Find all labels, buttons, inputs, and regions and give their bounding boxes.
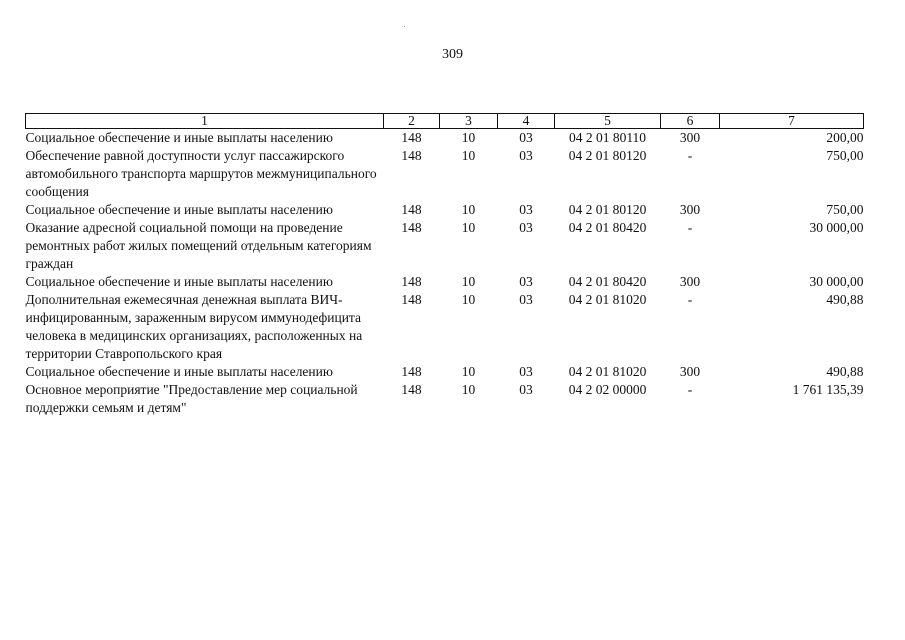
row-rz: 10 (461, 130, 476, 145)
row-sum: 750,00 (826, 202, 864, 217)
row-rz: 10 (461, 148, 476, 163)
row-ved: 148 (401, 364, 422, 379)
table-row (26, 147, 864, 201)
table-row (26, 201, 864, 219)
row-pr: 03 (519, 382, 533, 397)
row-csr: 04 2 01 81020 (568, 364, 647, 379)
row-vr: - (687, 382, 693, 397)
header-col-6: 6 (661, 114, 720, 129)
table-row (26, 273, 864, 291)
row-vr: 300 (679, 364, 701, 379)
row-pr: 03 (519, 292, 533, 307)
row-pr: 03 (519, 364, 533, 379)
row-csr: 04 2 01 80420 (568, 274, 647, 289)
row-pr: 03 (519, 202, 533, 217)
row-csr: 04 2 02 00000 (568, 382, 647, 397)
row-name: Социальное обеспечение и иные выплаты населению (25, 130, 333, 145)
row-ved: 148 (401, 202, 422, 217)
row-csr: 04 2 01 80420 (568, 220, 647, 235)
row-sum: 200,00 (826, 130, 864, 145)
row-name: Социальное обеспечение и иные выплаты населению (25, 274, 333, 289)
row-ved: 148 (401, 274, 422, 289)
budget-table (25, 113, 864, 417)
row-csr: 04 2 01 80110 (568, 130, 647, 145)
header-col-2: 2 (384, 114, 440, 129)
row-rz: 10 (461, 220, 476, 235)
scan-speck (404, 26, 405, 27)
row-vr: 300 (679, 202, 701, 217)
row-vr: 300 (679, 130, 701, 145)
header-col-7: 7 (720, 114, 864, 129)
row-pr: 03 (519, 220, 533, 235)
row-vr: - (687, 292, 693, 307)
row-csr: 04 2 01 80120 (568, 202, 647, 217)
row-name: Обеспечение равной доступности услуг пассажирского автомобильного транспорта маршрутов межмуниципального сообщения (25, 148, 377, 199)
row-rz: 10 (461, 274, 476, 289)
row-rz: 10 (461, 382, 476, 397)
row-rz: 10 (461, 364, 476, 379)
header-col-1: 1 (26, 114, 384, 129)
row-name: Дополнительная ежемесячная денежная выплата ВИЧ-инфицированным, зараженным вирусом иммунодефицита человека в медицинских организациях, расположенных на территории Ставропольского края (25, 292, 363, 361)
row-name: Социальное обеспечение и иные выплаты населению (25, 364, 333, 379)
row-sum: 30 000,00 (809, 220, 864, 235)
row-name: Основное мероприятие "Предоставление мер социальной поддержки семьям и детям" (25, 382, 358, 415)
row-pr: 03 (519, 274, 533, 289)
table-header-row (26, 114, 864, 129)
row-name: Социальное обеспечение и иные выплаты населению (25, 202, 333, 217)
row-vr: 300 (679, 274, 701, 289)
row-sum: 30 000,00 (809, 274, 864, 289)
row-vr: - (687, 148, 693, 163)
header-col-5: 5 (555, 114, 661, 129)
table-row (26, 291, 864, 363)
row-ved: 148 (401, 148, 422, 163)
row-sum: 750,00 (826, 148, 864, 163)
header-col-4: 4 (498, 114, 555, 129)
row-vr: - (687, 220, 693, 235)
row-ved: 148 (401, 220, 422, 235)
table-row (26, 219, 864, 273)
row-sum: 490,88 (826, 364, 864, 379)
row-ved: 148 (401, 292, 422, 307)
row-csr: 04 2 01 80120 (568, 148, 647, 163)
row-pr: 03 (519, 130, 533, 145)
row-sum: 1 761 135,39 (792, 382, 864, 397)
row-csr: 04 2 01 81020 (568, 292, 647, 307)
row-ved: 148 (401, 130, 422, 145)
table-row (26, 363, 864, 381)
table-row (26, 381, 864, 417)
row-rz: 10 (461, 202, 476, 217)
table-row (26, 129, 864, 148)
row-pr: 03 (519, 148, 533, 163)
page-number: 309 (442, 47, 463, 62)
row-rz: 10 (461, 292, 476, 307)
row-name: Оказание адресной социальной помощи на проведение ремонтных работ жилых помещений отдельным категориям граждан (25, 220, 372, 271)
row-ved: 148 (401, 382, 422, 397)
header-col-3: 3 (440, 114, 498, 129)
row-sum: 490,88 (826, 292, 864, 307)
